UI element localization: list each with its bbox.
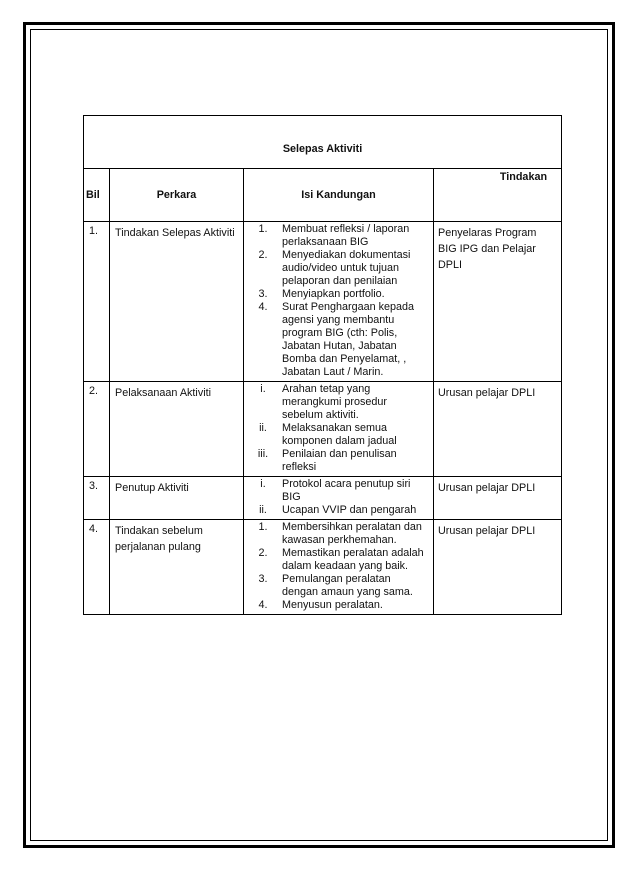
header-perkara: Perkara: [110, 169, 244, 222]
list-item-marker: 3.: [258, 573, 268, 585]
list-item: [244, 383, 433, 422]
list-item: [244, 599, 433, 612]
list-item: [244, 547, 433, 573]
row-tindakan: Penyelaras Program BIG IPG dan Pelajar DPLI: [434, 222, 562, 382]
list-item-marker: i.: [260, 478, 266, 490]
list-item-marker: iii.: [257, 448, 269, 460]
list-item: [244, 249, 433, 288]
list-item-text: Memastikan peralatan adalah dalam keadaan yang baik.: [282, 547, 424, 572]
list-item-text: Pemulangan peralatan dengan amaun yang sama.: [282, 573, 413, 598]
header-bil: Bil: [84, 169, 110, 222]
list-item: [244, 448, 433, 474]
row-isi-kandungan: [244, 477, 434, 520]
row-perkara: Tindakan sebelum perjalanan pulang: [110, 520, 244, 615]
list-item-marker: 2.: [258, 249, 268, 261]
header-isi-kandungan: Isi Kandungan: [244, 169, 434, 222]
table-title-cell: [84, 116, 562, 169]
list-item-text: Menyiapkan portfolio.: [282, 288, 385, 300]
table-row: [84, 222, 562, 382]
header-row: [84, 169, 562, 222]
row-tindakan: Urusan pelajar DPLI: [434, 477, 562, 520]
row-number: 4.: [84, 520, 110, 615]
list-item: [244, 223, 433, 249]
header-tindakan: Tindakan: [434, 169, 562, 222]
list-item-marker: ii.: [259, 504, 267, 516]
list-item: [244, 478, 433, 504]
table-row: [84, 382, 562, 477]
list-item-text: Membersihkan peralatan dan kawasan perkhemahan.: [282, 521, 422, 546]
table-title: Selepas Aktiviti: [282, 143, 363, 155]
row-number: 3.: [84, 477, 110, 520]
list-item-text: Melaksanakan semua komponen dalam jadual: [282, 422, 397, 447]
row-tindakan: Urusan pelajar DPLI: [434, 520, 562, 615]
row-number: 2.: [84, 382, 110, 477]
list-item-text: Menyusun peralatan.: [282, 599, 383, 611]
list-item: [244, 504, 433, 517]
list-item-marker: i.: [260, 383, 266, 395]
list-item: [244, 422, 433, 448]
list-item-text: Menyediakan dokumentasi audio/video untuk tujuan pelaporan dan penilaian: [282, 249, 411, 287]
row-perkara: Pelaksanaan Aktiviti: [110, 382, 244, 477]
list-item-text: Protokol acara penutup siri BIG: [282, 478, 411, 503]
list-item-marker: 1.: [258, 223, 268, 235]
row-tindakan: Urusan pelajar DPLI: [434, 382, 562, 477]
row-number: 1.: [84, 222, 110, 382]
row-perkara: Tindakan Selepas Aktiviti: [110, 222, 244, 382]
activity-table: [83, 115, 562, 615]
list-item-marker: 4.: [258, 599, 268, 611]
list-item-text: Ucapan VVIP dan pengarah: [282, 504, 417, 516]
list-item-text: Arahan tetap yang merangkumi prosedur sebelum aktiviti.: [282, 383, 388, 421]
row-isi-kandungan: [244, 520, 434, 615]
row-isi-kandungan: [244, 382, 434, 477]
list-item-marker: 4.: [258, 301, 268, 313]
list-item-text: Penilaian dan penulisan refleksi: [282, 448, 397, 473]
list-item-marker: ii.: [259, 422, 267, 434]
list-item: [244, 288, 433, 301]
list-item-marker: 1.: [258, 521, 268, 533]
row-isi-kandungan: [244, 222, 434, 382]
row-perkara: Penutup Aktiviti: [110, 477, 244, 520]
list-item: [244, 521, 433, 547]
list-item: [244, 573, 433, 599]
table-row: [84, 477, 562, 520]
list-item-text: Membuat refleksi / laporan perlaksanaan BIG: [282, 223, 410, 248]
table-row: [84, 520, 562, 615]
list-item-marker: 3.: [258, 288, 268, 300]
list-item: [244, 301, 433, 379]
list-item-text: Surat Penghargaan kepada agensi yang membantu program BIG (cth: Polis, Jabatan Hutan, Jabatan Bomba dan Penyelamat, , Jabatan Laut / Marin.: [282, 301, 415, 378]
list-item-marker: 2.: [258, 547, 268, 559]
